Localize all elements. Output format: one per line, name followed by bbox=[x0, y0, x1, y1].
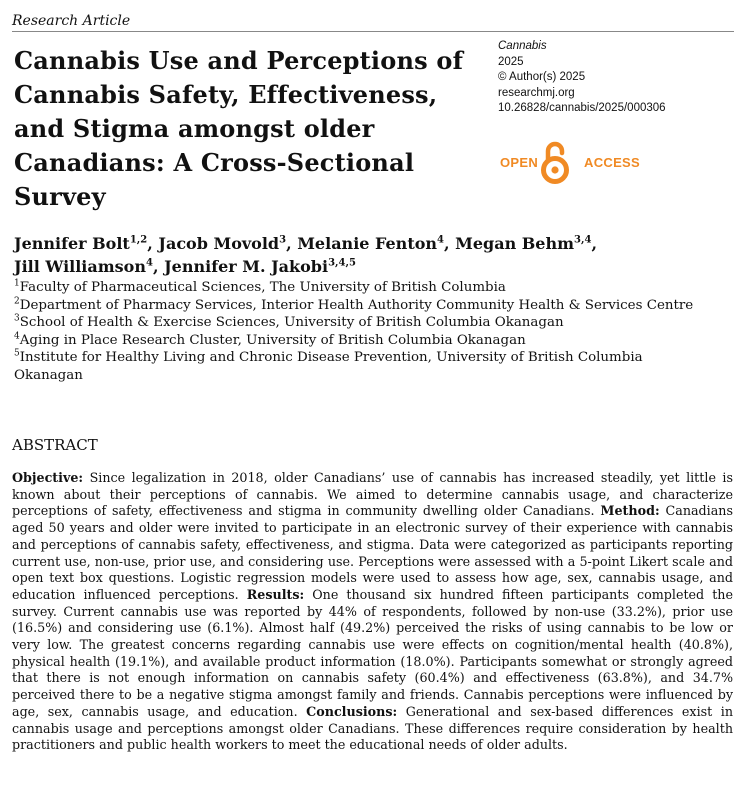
author-affiliation-sup: 3,4 bbox=[574, 234, 592, 246]
journal-meta bbox=[498, 39, 738, 117]
article-title: Cannabis Use and Perceptions of Cannabis Safety, Effectiveness, and Stigma amongst older Canadians: A Cross-Sectional Survey bbox=[14, 46, 464, 211]
journal-name: Cannabis bbox=[498, 40, 547, 52]
open-access-open-label: OPEN bbox=[500, 155, 539, 170]
affiliation-list bbox=[14, 279, 714, 384]
author-name: Melanie Fenton bbox=[297, 234, 438, 253]
affiliation-item bbox=[14, 279, 714, 297]
affiliation-number: 4 bbox=[14, 331, 20, 342]
author-affiliation-sup: 4 bbox=[437, 234, 444, 246]
affiliation-item bbox=[14, 297, 714, 315]
affiliation-number: 5 bbox=[14, 348, 20, 359]
author-affiliation-sup: 4 bbox=[145, 257, 153, 269]
author-affiliation-sup: 3 bbox=[279, 234, 287, 246]
journal-website-link[interactable]: researchmj.org bbox=[498, 86, 575, 99]
article-type-label: Research Article bbox=[12, 12, 734, 32]
results-label: Results: bbox=[246, 586, 305, 602]
author-affiliation-sup: 3,4,5 bbox=[328, 257, 356, 269]
open-access-access-label: ACCESS bbox=[584, 155, 640, 170]
author-name: Jennifer Bolt bbox=[14, 234, 130, 253]
conclusions-label: Conclusions: bbox=[306, 703, 398, 719]
affiliation-number: 1 bbox=[14, 278, 20, 289]
method-label: Method: bbox=[600, 503, 660, 519]
author-affiliation-sup: 1,2 bbox=[129, 234, 148, 246]
publication-year: 2025 bbox=[498, 55, 524, 68]
conclusions-text: Generational and sex-based differences exist in cannabis usage and perceptions amongst older Canadians. These differences require consideration by health practitioners and public health workers to meet the educational needs of older adults. bbox=[12, 703, 733, 753]
open-lock-icon bbox=[541, 140, 569, 184]
author-name: Jill Williamson bbox=[14, 257, 146, 276]
author-name: Jacob Movold bbox=[158, 234, 280, 253]
author-list: Jennifer Bolt$^{1,2}$, Jacob Movold$^3$, Melanie Fenton$^4$, Megan Behm$^{3,4}$, Jill Williamson$^4$, Jennifer M. Jakobi$^{3,4,5}$ bbox=[14, 234, 598, 276]
objective-label: Objective: bbox=[12, 470, 84, 485]
results-text: One thousand six hundred fifteen participants completed the survey. Current cannabis use was reported by 44% of respondents, followed by non-use (33.2%), prior use (16.5%) and considering use (6.1%). Almost half (49.2%) perceived the risks of using cannabis to be low or very low. The greatest concerns regarding cannabis use were effects on cognition/mental health (40.8%), physical health (19.1%), and available product information (18.0%). Participants somewhat or strongly agreed that there is not enough information on cannabis safety (60.4%) and effectiveness (63.8%), and 34.7% perceived there to be a negative stigma amongst family and friends. Cannabis perceptions were influenced by age, sex, cannabis usage, and education. bbox=[12, 586, 733, 719]
author-name: Megan Behm bbox=[455, 234, 575, 253]
doi-link[interactable]: 10.26828/cannabis/2025/000306 bbox=[498, 102, 666, 114]
affiliation-item bbox=[14, 314, 714, 332]
affiliation-text: Faculty of Pharmaceutical Sciences, The University of British Columbia bbox=[19, 280, 506, 295]
affiliation-item bbox=[14, 332, 714, 350]
affiliation-text: Aging in Place Research Cluster, University of British Columbia Okanagan bbox=[19, 332, 526, 348]
affiliation-text: Department of Pharmacy Services, Interior Health Authority Community Health & Services Centre bbox=[19, 297, 694, 313]
abstract-heading: ABSTRACT bbox=[12, 436, 98, 454]
method-text: Canadians aged 50 years and older were invited to participate in an electronic survey of their experience with cannabis and perceptions of cannabis safety, effectiveness, and stigma. Data were categorized as participants reporting current use, non-use, prior use, and considering use. Perceptions were assessed with a 5-point Likert scale and open text box questions. Logistic regression models were used to assess how age, sex, cannabis usage, and education influenced perceptions. bbox=[12, 503, 733, 602]
open-access-badge bbox=[500, 140, 640, 184]
affiliation-text: Institute for Healthy Living and Chronic Disease Prevention, University of British Columbia Okanagan bbox=[14, 350, 643, 383]
objective-text: Since legalization in 2018, older Canadians’ use of cannabis has increased steadily, yet little is known about their perceptions of cannabis. We aimed to determine cannabis usage, and characterize perceptions of safety, effectiveness and stigma in community dwelling older Canadians. bbox=[12, 470, 733, 519]
affiliation-text: School of Health & Exercise Sciences, University of British Columbia Okanagan bbox=[19, 315, 564, 330]
affiliation-number: 3 bbox=[14, 313, 20, 324]
abstract-body bbox=[12, 470, 733, 754]
copyright-notice: © Author(s) 2025 bbox=[498, 71, 586, 83]
affiliation-item bbox=[14, 349, 714, 384]
author-name: Jennifer M. Jakobi bbox=[164, 257, 329, 276]
affiliation-number: 2 bbox=[14, 296, 20, 307]
